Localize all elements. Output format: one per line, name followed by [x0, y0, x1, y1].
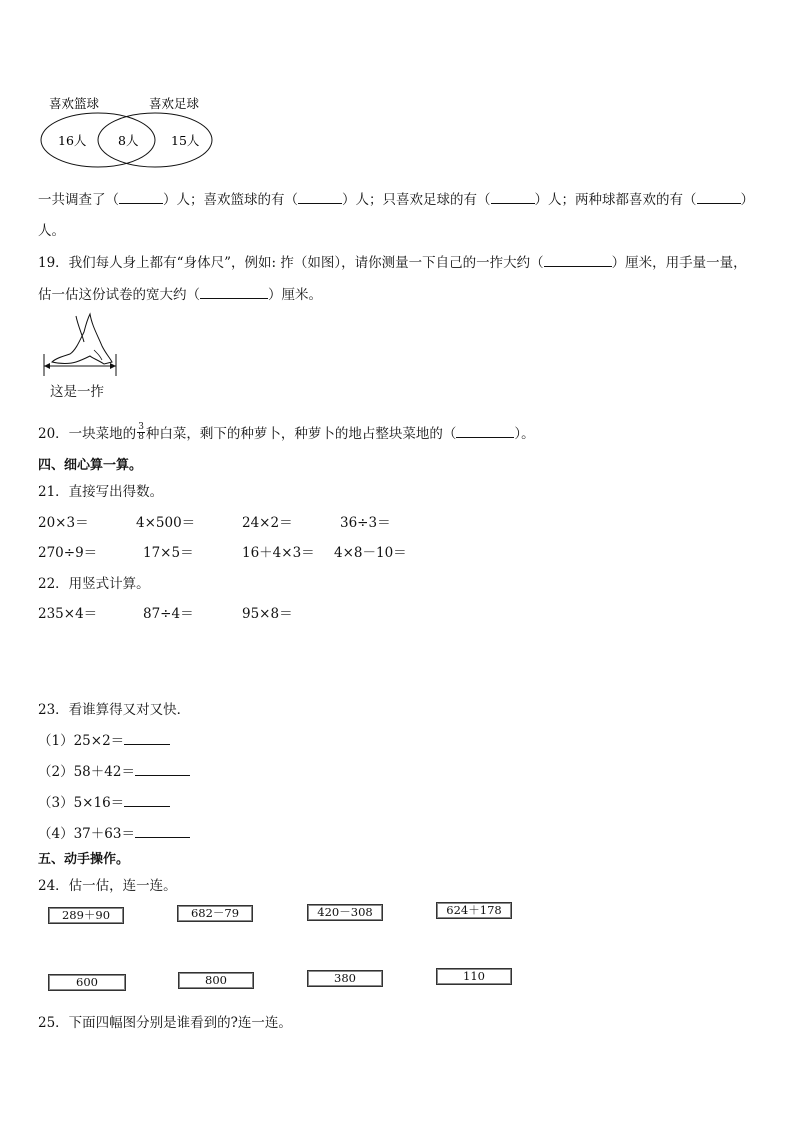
q23-item-2: （2）58＋42＝: [38, 760, 190, 780]
q22-item-1: 235×4＝: [38, 606, 98, 622]
q18-line2: 人。: [38, 223, 65, 239]
expr-box-1[interactable]: 289＋90: [48, 907, 124, 924]
hand-icon: [52, 314, 112, 364]
venn-diagram: [36, 92, 221, 174]
q23-item-1: （1）25×2＝: [38, 729, 170, 749]
q19-line2: 估一估这份试卷的宽大约（ ）厘米。: [38, 287, 322, 303]
q21-r1-c3: 24×2＝: [242, 515, 293, 531]
q21-title: 21．直接写出得数。: [38, 484, 164, 500]
q21-r2-c1: 270÷9＝: [38, 545, 98, 561]
value-box-4[interactable]: 110: [436, 968, 512, 985]
hand-span-illustration: [40, 312, 122, 382]
q23-item-4: （4）37＋63＝: [38, 822, 190, 842]
q18-line1: 一共调查了（ ）人；喜欢篮球的有（ ）人；只喜欢足球的有（ ）人；两种球都喜欢的有（ ）: [38, 192, 754, 208]
q21-r1-c1: 20×3＝: [38, 515, 89, 531]
venn-right-label: 喜欢足球: [149, 96, 200, 111]
expr-box-2[interactable]: 682－79: [177, 905, 253, 922]
q24-title: 24．估一估，连一连。: [38, 878, 177, 894]
section-5-title: 五、动手操作。: [38, 852, 130, 867]
section-4-title: 四、细心算一算。: [38, 458, 143, 473]
q19-line1: 19．我们每人身上都有“身体尺”，例如: 拃（如图），请你测量一下自己的一拃大约（ ）厘米，用手量一量，: [38, 255, 747, 271]
venn-left-value: 16人: [58, 133, 87, 148]
venn-left-label: 喜欢篮球: [49, 96, 100, 111]
q20-line: 20．一块菜地的 $\frac{3}{8}$ 种白菜，剩下的种萝卜，种萝卜的地占整块菜地的（ ）。: [38, 422, 535, 442]
q21-r2-c2: 17×5＝: [143, 545, 194, 561]
q23-item-3: （3）5×16＝: [38, 791, 170, 811]
q22-title: 22．用竖式计算。: [38, 576, 150, 592]
q18-blank-2[interactable]: [298, 191, 342, 204]
venn-right-value: 15人: [171, 133, 200, 148]
expr-box-4[interactable]: 624＋178: [436, 902, 512, 919]
q23-title: 23．看谁算得又对又快．: [38, 702, 191, 718]
q21-r2-c3: 16＋4×3＝: [242, 545, 315, 561]
expr-box-3[interactable]: 420－308: [307, 904, 383, 921]
q25-title: 25．下面四幅图分别是谁看到的?连一连。: [38, 1015, 292, 1031]
q23-blank-1[interactable]: [124, 732, 170, 745]
value-box-2[interactable]: 800: [178, 972, 254, 989]
q22-item-3: 95×8＝: [242, 606, 293, 622]
q19-blank-1[interactable]: [544, 254, 612, 267]
q19-blank-2[interactable]: [200, 286, 268, 299]
q21-r1-c4: 36÷3＝: [340, 515, 391, 531]
value-box-3[interactable]: 380: [307, 970, 383, 987]
fraction-three-eighths: $\frac{3}{8}$: [138, 422, 144, 442]
value-box-1[interactable]: 600: [48, 974, 126, 991]
venn-middle-value: 8人: [118, 133, 139, 148]
hand-span-caption: 这是一拃: [50, 384, 104, 400]
q18-blank-4[interactable]: [697, 191, 741, 204]
q20-blank[interactable]: [456, 425, 514, 438]
q22-item-2: 87÷4＝: [143, 606, 194, 622]
q21-r2-c4: 4×8－10＝: [334, 545, 407, 561]
q23-blank-4[interactable]: [135, 825, 190, 838]
q21-r1-c2: 4×500＝: [136, 515, 196, 531]
q23-blank-2[interactable]: [135, 763, 190, 776]
q18-blank-3[interactable]: [491, 191, 535, 204]
q18-blank-1[interactable]: [119, 191, 163, 204]
q23-blank-3[interactable]: [124, 794, 170, 807]
